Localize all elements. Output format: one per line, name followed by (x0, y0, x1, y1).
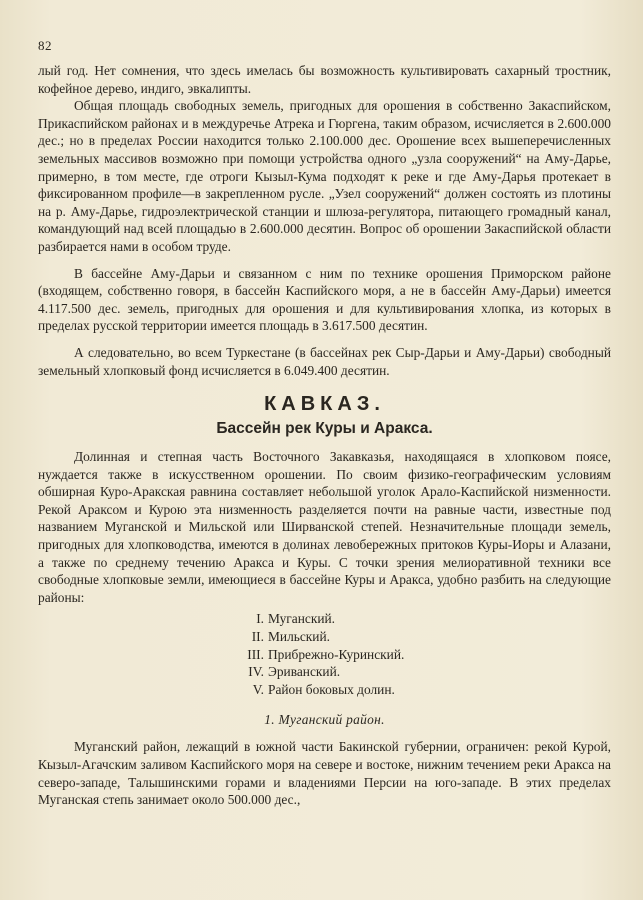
region-number: V. (252, 681, 264, 697)
page-number: 82 (38, 38, 52, 53)
paragraph-amu-darya-basin: В бассейне Аму-Дарьи и связанном с ним по технике орошения Приморском районе (входящем, собственно говоря, в бассейн Каспийского моря, а не в бассейн Аму-Дарьи) имеется 4.117.500 дес. земель, пригодных для орошения и для культивирования хлопка, из которых в пределах русской территории имеется площадь в 3.617.500 десятин. (38, 265, 611, 334)
regions-list (234, 610, 611, 698)
paragraph-turkestan-total: А следовательно, во всем Туркестане (в бассейнах рек Сыр-Дарьи и Аму-Дарьи) свободный земельный хлопковый фонд исчисляется в 6.049.400 десятин. (38, 344, 611, 378)
region-number: IV. (248, 664, 264, 680)
region-number: III. (247, 646, 264, 662)
region-name: Муганский. (268, 611, 335, 627)
region-name: Прибрежно-Куринский. (268, 646, 405, 662)
paragraph-land-area: Общая площадь свободных земель, пригодных для орошения в собственно Закаспийском, Прикаспийском районах и в междуречье Атрека и Гюргена, таким образом, исчисляется в 2.600.000 дес.; но в пределах России находится только 2.100.000 дес. Орошение всех вышеперечисленных земельных массивов возможно при помощи устройства одного „узла сооружений“ на Аму-Дарье, примерно, в том месте, где отроги Кызыл-Кума подходят к реке и где Аму-Дарья протекает в фиксированном профиле—в закрепленном русле. „Узел сооружений“ должен состоять из плотины на р. Аму-Дарье, гидроэлектрической станции и шлюза-регулятора, питающего громадный канал, командующий над всей площадью в 2.600.000 десятин. Вопрос об орошении Закаспийской области разбирается нами в особом труде. (38, 98, 611, 254)
paragraph-caucasus-intro: Долинная и степная часть Восточного Закавказья, находящаяся в хлопковом поясе, нуждается также в искусственном орошении. По своим физико-географическим условиям обширная Куро-Аракская равнина составляет небольшой уголок Арало-Каспийской низменности. Рекой Араксом и Курою эта низменность разделяется почти на равные части, известные под названием Муганской и Мильской или Ширванской степей. Незначительные площади земель, пригодных для хлопководства, имеются в долинах левобережных притоков Куры-Иоры и Алазани, а также по среднему течению Аракса и Куры. С точки зрения мелиоративной техники все свободные хлопковые земли, имеющиеся в бассейне Куры и Аракса, удобно разбить на следующие районы: (38, 449, 611, 605)
list-item (234, 646, 611, 664)
section-title: КАВКАЗ. (264, 393, 385, 416)
region-number: II. (251, 629, 264, 645)
list-item (234, 663, 611, 681)
region-name: Эриванский. (268, 664, 341, 680)
subsection-title: 1. Муганский район. (264, 712, 385, 728)
section-subtitle: Бассейн рек Куры и Аракса. (216, 420, 433, 438)
list-item (234, 681, 611, 699)
list-item (234, 628, 611, 646)
paragraph-mugan-region: Муганский район, лежащий в южной части Бакинской губернии, ограничен: рекой Курой, Кызыл-Агачским заливом Каспийского моря на севере и востоке, нижним течением реки Аракса на северо-западе, Талышинскими горами и владениями Персии на юго-западе. В этих пределах Муганская степь занимает около 500.000 дес., (38, 739, 611, 808)
region-name: Мильский. (268, 629, 330, 645)
region-name: Район боковых долин. (268, 681, 395, 697)
list-item (234, 610, 611, 628)
paragraph-continuation: лый год. Нет сомнения, что здесь имелась бы возможность культивировать сахарный тростник, кофейное дерево, индиго, эвкалипты. (38, 63, 611, 96)
region-number: I. (256, 611, 264, 627)
